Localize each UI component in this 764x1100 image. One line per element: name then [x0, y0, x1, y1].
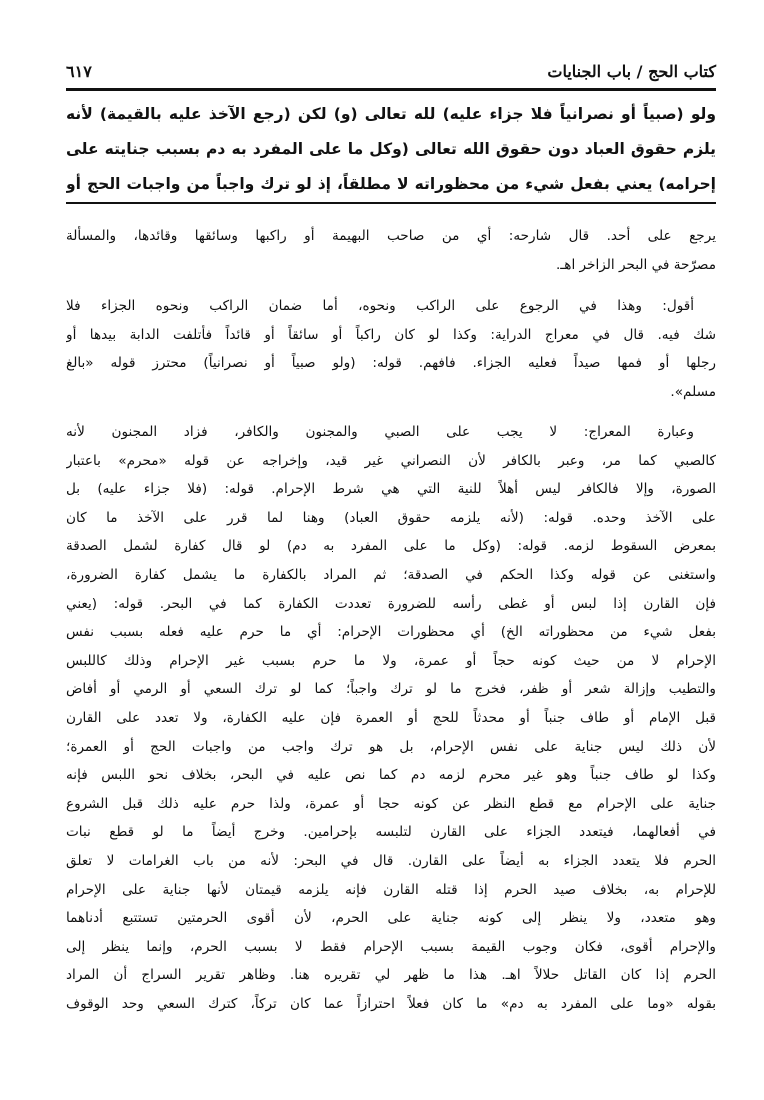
text-line: بمعرض السقوط لزمه. قوله: (وكل ما على المفرد به دم) لو قال كفارة لشمل الصدقة	[66, 538, 716, 555]
text-line: الحرم إذا كان القاتل حلالاً اهـ. هذا ما ظهر لي تقريره هنا. وظاهر تقرير السراج أن المراد	[66, 967, 716, 984]
text-line: في أفعالهما، فيتعدد الجزاء على القارن لتلبسه بإحرامين. وخرج أيضاً ما لو قطع نبات	[66, 824, 716, 841]
text-line: الإحرام لا من حيث كونه حجاً أو عمرة، ولا ما حرم بسبب غير الإحرام وذلك كاللبس	[66, 652, 716, 669]
text-line: قبل الإمام أو طاف جنباً أو محدثاً للحج أو العمرة فإن عليه الكفارة، ولا تعدد على القارن	[66, 709, 716, 726]
matn-line: ولو (صبياً أو نصرانياً فلا جزاء عليه) لله تعالى (و) لكن (رجع الآخذ عليه بالقيمة) لأنه	[66, 105, 716, 123]
text-line	[66, 1047, 716, 1076]
text-line: يرجع على أحد. قال شارحه: أي من صاحب البهيمة أو راكبها وسائقها وقائدها، والمسألة	[66, 228, 716, 244]
text-line: والتطيب وإزالة شعر أو ظفر، فخرج ما لو ترك واجباً؛ كما لو ترك السعي أو الرمي أو أفاض	[66, 681, 716, 698]
matn-line: إحرامه) يعني بفعل شيء من محظوراته لا مطلقاً، إذ لو ترك واجباً من واجبات الحج أو	[66, 175, 716, 193]
text-line: كالصبي كما مر، وعبر بالكافر لأن النصراني غير قيد، وإخراجه عن قوله «محرم» باعتبار	[66, 452, 716, 469]
text-line: شك فيه. قال في معراج الدراية: وكذا لو كان راكباً أو سائقاً أو قائداً فأتلفت الدابة بيدها أو	[66, 326, 716, 343]
text-line: وهو متعدد، ولا ينظر إلى كونه جناية على الحرم، لأن أقوى الحرمتين تستتبع أدناهما	[66, 910, 716, 927]
page-number: ٦١٧	[66, 62, 92, 81]
running-header	[66, 62, 716, 86]
text-line: وكذا لو طاف جنباً وهو غير محرم لزمه دم كما نص عليه في البحر، بخلاف نحو اللبس فإنه	[66, 767, 716, 784]
commentary-paragraph-3	[66, 418, 716, 1076]
text-line: بقوله «وما على المفرد به دم» ما كان فعلاً احترازاً عما كان تركاً، كترك السعي وحد الوقوف	[66, 995, 716, 1012]
text-line: أقول: وهذا في الرجوع على الراكب ونحوه، أما ضمان الراكب ونحوه الجزاء فلا	[66, 298, 694, 314]
commentary-paragraph-2	[66, 292, 716, 406]
text-line: رجلها أو فمها صيداً فعليه الجزاء. فافهم. قوله: (ولو صبياً أو نصرانياً) محترز قوله «بالغ	[66, 355, 716, 372]
text-line: والإحرام أقوى، فكان وجوب القيمة بسبب الإحرام فقط لا بسبب الحرم، وإنما ينظر إلى	[66, 938, 716, 955]
matn-line: يلزم حقوق العباد دون حقوق الله تعالى (وكل ما على المفرد به دم بسبب جنايته على	[66, 140, 716, 158]
commentary-paragraph-1	[66, 222, 716, 279]
text-line: فإن القارن إذا لبس أو غطى رأسه للضرورة تعددت الكفارة كما في البحر. قوله: (يعني	[66, 595, 716, 612]
text-line: للإحرام به، بخلاف صيد الحرم إذا قتله القارن فإنه يلزمه قيمتان لأنها جناية على الإحرام	[66, 881, 716, 898]
header-divider	[66, 88, 716, 91]
text-line: الصورة، وإلا فالكافر ليس أهلاً للنية التي هي شرط الإحرام. قوله: (فلا جزاء عليه) بل	[66, 481, 716, 498]
text-line: واستغنى عن قوله وكذا الحكم في الصدقة؛ ثم المراد بالكفارة ما يشمل كفارة الضرورة،	[66, 566, 716, 583]
text-line: مصرّحة في البحر الزاخر اهـ.	[555, 256, 716, 273]
text-line: مسلم».	[670, 383, 716, 400]
text-line: الحرم فلا يتعدد الجزاء به أيضاً على القارن. قال في البحر: لأنه من باب الغرامات لا تعلق	[66, 852, 716, 869]
main-text-matn	[66, 97, 716, 202]
text-line: على الآخذ وحده. قوله: (لأنه يلزمه حقوق العباد) وهنا لما قرر على الآخذ ما كان	[66, 509, 716, 526]
matn-divider	[66, 202, 716, 204]
text-line: لأن ذلك ليس جناية على نفس الإحرام، بل هو ترك واجب من واجبات الحج أو العمرة؛	[66, 738, 716, 755]
chapter-title: كتاب الحج / باب الجنايات	[547, 62, 716, 81]
text-line: بفعل شيء من محظوراته الخ) أي محظورات الإحرام: أي ما حرم عليه فعله بسبب نفس	[66, 624, 716, 641]
text-line: وعبارة المعراج: لا يجب على الصبي والمجنون والكافر، فزاد المجنون لأنه	[66, 424, 694, 440]
text-line: جناية على الإحرام مع قطع النظر عن كونه حجا أو عمرة، ولذا حرم عليه ذلك قبل الشروع	[66, 795, 716, 812]
text-line	[66, 1018, 716, 1047]
